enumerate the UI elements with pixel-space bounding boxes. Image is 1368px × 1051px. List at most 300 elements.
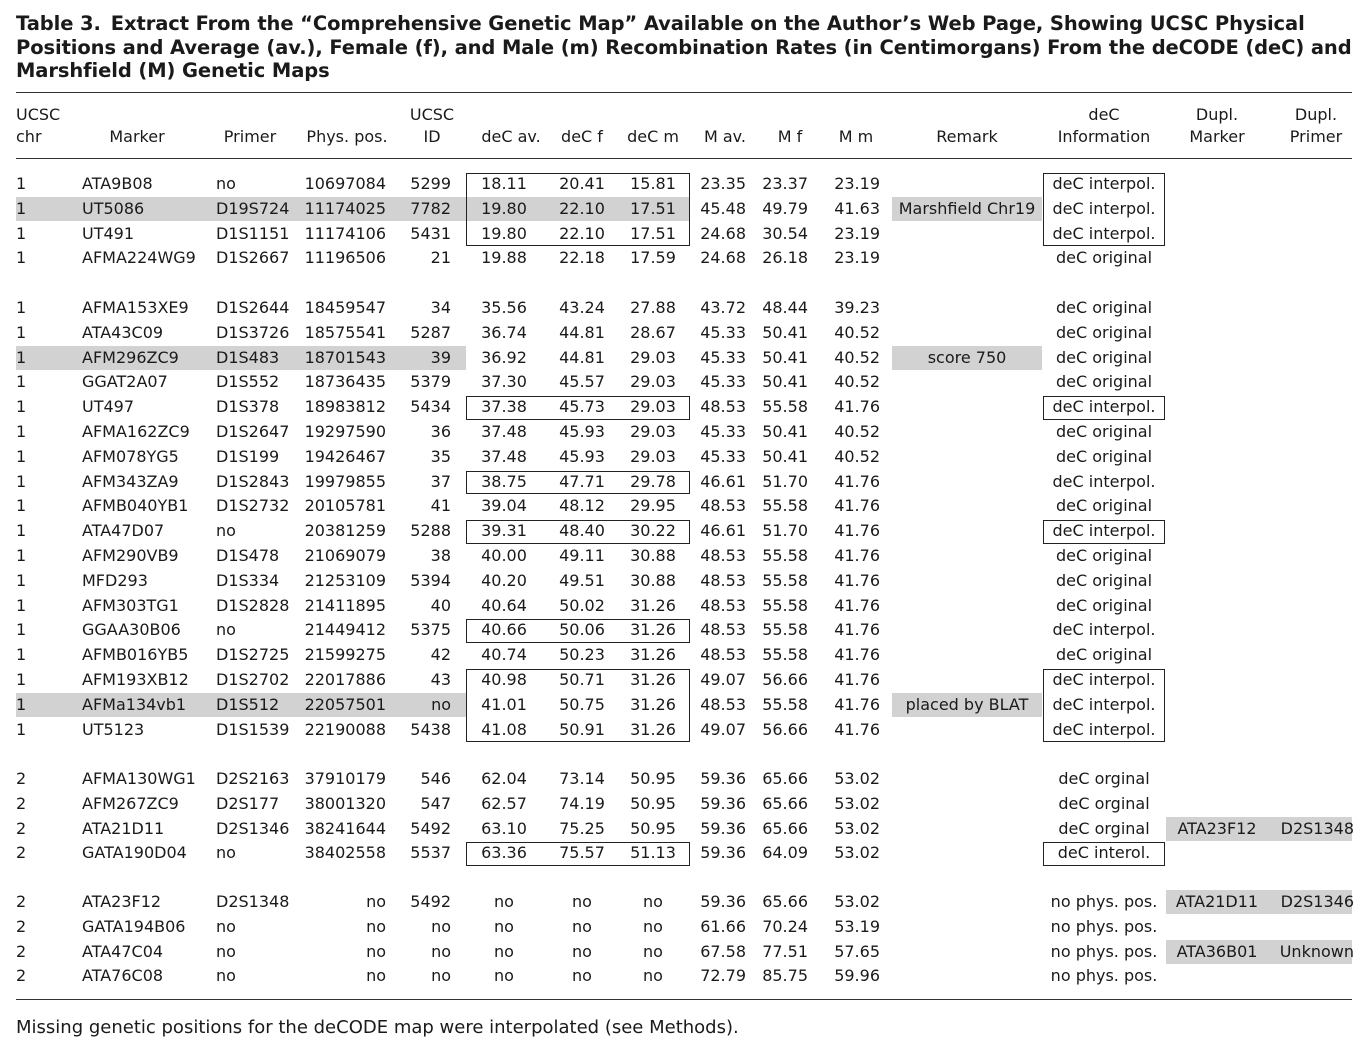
- top-rule: [16, 92, 1352, 93]
- cell-remark: [892, 544, 1042, 568]
- cell-dprim: D2S1348: [1280, 818, 1354, 838]
- cell-remark: [892, 296, 1042, 320]
- cell-info: deC interpol.: [1052, 397, 1156, 417]
- cell-mav: 45.33: [700, 446, 746, 466]
- header-dupl-marker-line2: Marker: [1189, 127, 1245, 146]
- cell-phys: 18575541: [304, 322, 386, 342]
- cell-id: 5379: [410, 372, 451, 392]
- cell-id: 40: [430, 595, 451, 615]
- cell-chr: 1: [16, 719, 27, 739]
- cell-decf: no: [572, 916, 592, 936]
- cell-mav: 43.72: [700, 298, 746, 317]
- cell-decav: 40.66: [481, 620, 527, 640]
- cell-decav: 38.75: [481, 471, 527, 491]
- cell-decav: 62.57: [481, 793, 527, 813]
- cell-decm: 30.88: [630, 546, 676, 565]
- table-row: [0, 569, 1368, 593]
- header-chr-line1: UCSC: [16, 105, 61, 124]
- cell-dmark: [1166, 445, 1268, 469]
- cell-decav: 40.74: [481, 645, 527, 665]
- cell-marker: UT497: [82, 397, 135, 417]
- cell-mm: 53.19: [834, 916, 880, 936]
- cell-decf: 45.73: [559, 397, 605, 417]
- cell-mm: 53.02: [834, 843, 880, 863]
- cell-mm: 41.63: [834, 198, 880, 218]
- cell-id: 38: [430, 546, 451, 565]
- cell-mf: 55.58: [762, 620, 808, 640]
- cell-marker: AFM078YG5: [82, 446, 179, 466]
- cell-decf: 50.71: [559, 670, 605, 689]
- table-label: Table 3.: [16, 12, 101, 35]
- cell-decf: 44.81: [559, 322, 605, 342]
- cell-decav: 19.88: [481, 248, 527, 268]
- cell-marker: AFMB016YB5: [82, 645, 189, 665]
- cell-mav: 48.53: [700, 620, 746, 640]
- header-info-line2: Information: [1057, 127, 1151, 146]
- cell-remark: Marshfield Chr19: [898, 198, 1036, 218]
- cell-chr: 1: [16, 198, 27, 218]
- cell-remark: [892, 890, 1042, 914]
- cell-mm: 41.76: [834, 471, 880, 491]
- header-info-line1: deC: [1088, 105, 1120, 124]
- cell-decf: 48.40: [559, 521, 605, 541]
- cell-mav: 24.68: [700, 223, 746, 243]
- cell-phys: 20105781: [304, 496, 386, 516]
- cell-mf: 65.66: [762, 818, 808, 838]
- cell-decm: 31.26: [630, 719, 676, 739]
- cell-info: deC original: [1055, 645, 1153, 665]
- cell-dmark: [1166, 172, 1268, 196]
- cell-primer: D2S2163: [216, 769, 290, 788]
- cell-dmark: [1166, 544, 1268, 568]
- cell-mf: 55.58: [762, 645, 808, 665]
- cell-decf: 73.14: [559, 769, 605, 788]
- cell-remark: [892, 643, 1042, 667]
- cell-info: no phys. pos.: [1050, 916, 1158, 936]
- cell-mav: 49.07: [700, 670, 746, 689]
- cell-marker: ATA47D07: [82, 521, 165, 541]
- cell-phys: 10697084: [304, 174, 386, 193]
- cell-mm: 41.76: [834, 397, 880, 417]
- cell-dmark: [1166, 197, 1268, 221]
- header-remark: Remark: [936, 127, 998, 146]
- cell-chr: 1: [16, 174, 27, 193]
- cell-mm: 40.52: [834, 372, 880, 392]
- cell-info: deC original: [1055, 422, 1153, 441]
- cell-remark: [892, 494, 1042, 518]
- cell-decm: no: [643, 941, 663, 961]
- cell-dmark: [1166, 618, 1268, 642]
- cell-info: deC original: [1055, 372, 1153, 392]
- cell-remark: [892, 519, 1042, 543]
- cell-chr: 1: [16, 521, 27, 541]
- cell-primer: D1S378: [216, 397, 280, 417]
- cell-marker: MFD293: [82, 570, 148, 590]
- cell-decf: no: [572, 966, 592, 986]
- cell-dprim: Unknown: [1279, 941, 1354, 961]
- cell-chr: 1: [16, 422, 27, 441]
- table-row: [0, 964, 1368, 988]
- cell-primer: D1S2647: [216, 422, 290, 441]
- table-row: [0, 296, 1368, 320]
- table-row: [0, 915, 1368, 939]
- cell-mav: 45.33: [700, 422, 746, 441]
- cell-mm: 39.23: [834, 298, 880, 317]
- cell-decm: 30.88: [630, 570, 676, 590]
- cell-mm: 41.76: [834, 496, 880, 516]
- cell-decf: 22.10: [559, 223, 605, 243]
- cell-decm: 29.03: [630, 347, 676, 367]
- cell-decm: 29.03: [630, 422, 676, 441]
- header-decm: deC m: [627, 127, 679, 146]
- cell-decav: 37.38: [481, 397, 527, 417]
- cell-id: 39: [430, 347, 451, 367]
- cell-mm: 23.19: [834, 223, 880, 243]
- cell-decav: 63.10: [481, 818, 527, 838]
- cell-id: 5434: [410, 397, 451, 417]
- cell-primer: D2S1348: [216, 892, 290, 911]
- cell-chr: 1: [16, 546, 27, 565]
- cell-mf: 50.41: [762, 372, 808, 392]
- table-caption: [16, 12, 1356, 83]
- cell-decm: 17.51: [630, 223, 676, 243]
- cell-chr: 2: [16, 769, 27, 788]
- cell-primer: no: [216, 941, 236, 961]
- header-decav: deC av.: [481, 127, 541, 146]
- table-row: [0, 890, 1368, 914]
- cell-remark: [892, 222, 1042, 246]
- cell-id: no: [431, 966, 451, 986]
- cell-remark: [892, 841, 1042, 865]
- cell-phys: 11174106: [304, 223, 386, 243]
- cell-dmark: [1166, 370, 1268, 394]
- cell-decav: 35.56: [481, 298, 527, 317]
- cell-marker: AFM343ZA9: [82, 471, 179, 491]
- cell-chr: 1: [16, 397, 27, 417]
- cell-decf: 45.57: [559, 372, 605, 392]
- table-footnote: Missing genetic positions for the deCODE map were interpolated (see Methods).: [16, 1017, 739, 1038]
- cell-phys: 21253109: [304, 570, 386, 590]
- table-row: [0, 718, 1368, 742]
- cell-info: deC original: [1055, 595, 1153, 615]
- cell-mav: 59.36: [700, 892, 746, 911]
- cell-phys: 11174025: [304, 198, 386, 218]
- cell-mf: 56.66: [762, 670, 808, 689]
- cell-mf: 70.24: [762, 916, 808, 936]
- cell-phys: no: [366, 892, 386, 911]
- cell-dmark: [1166, 594, 1268, 618]
- cell-id: 34: [430, 298, 451, 317]
- cell-phys: 19979855: [304, 471, 386, 491]
- cell-remark: [892, 172, 1042, 196]
- cell-mm: 41.76: [834, 595, 880, 615]
- cell-chr: 2: [16, 793, 27, 813]
- cell-id: 36: [430, 422, 451, 441]
- cell-mm: 53.02: [834, 892, 880, 911]
- cell-info: deC interpol.: [1052, 670, 1156, 689]
- cell-info: deC interpol.: [1052, 620, 1156, 640]
- cell-id: 5492: [410, 892, 451, 911]
- cell-chr: 2: [16, 941, 27, 961]
- table-row: [0, 519, 1368, 543]
- table-row: [0, 693, 1368, 717]
- cell-mav: 67.58: [700, 941, 746, 961]
- cell-mf: 55.58: [762, 595, 808, 615]
- cell-dprim: [1270, 197, 1354, 221]
- cell-info: deC original: [1055, 298, 1153, 317]
- cell-primer: D1S199: [216, 446, 280, 466]
- cell-decf: 75.25: [559, 818, 605, 838]
- cell-id: 547: [420, 793, 451, 813]
- cell-decm: 29.78: [630, 471, 676, 491]
- cell-primer: D1S2828: [216, 595, 290, 615]
- cell-decm: no: [643, 916, 663, 936]
- header-id-line1: UCSC: [409, 105, 455, 124]
- cell-remark: [892, 668, 1042, 692]
- cell-primer: D1S2843: [216, 471, 290, 491]
- cell-marker: GATA190D04: [82, 843, 187, 863]
- cell-decm: 31.26: [630, 620, 676, 640]
- table-row: [0, 346, 1368, 370]
- cell-id: 5375: [410, 620, 451, 640]
- cell-decav: no: [494, 916, 514, 936]
- cell-primer: D1S334: [216, 570, 280, 590]
- cell-mf: 51.70: [762, 471, 808, 491]
- cell-dmark: [1166, 643, 1268, 667]
- cell-dmark: ATA23F12: [1177, 818, 1257, 838]
- header-id: [402, 104, 462, 148]
- cell-decm: 31.26: [630, 670, 676, 689]
- cell-remark: [892, 915, 1042, 939]
- cell-remark: [892, 792, 1042, 816]
- cell-info: no phys. pos.: [1050, 892, 1158, 911]
- cell-marker: AFM303TG1: [82, 595, 179, 615]
- cell-info: deC orginal: [1058, 818, 1150, 838]
- cell-chr: 1: [16, 620, 27, 640]
- cell-decf: 50.02: [559, 595, 605, 615]
- table-row: [0, 222, 1368, 246]
- table-row: [0, 767, 1368, 791]
- table-row: [0, 172, 1368, 196]
- cell-decav: 19.80: [481, 223, 527, 243]
- cell-primer: D1S483: [216, 347, 280, 367]
- cell-info: deC original: [1055, 446, 1153, 466]
- cell-phys: 38001320: [304, 793, 386, 813]
- cell-chr: 2: [16, 818, 27, 838]
- cell-id: 5299: [410, 174, 451, 193]
- cell-mf: 77.51: [762, 941, 808, 961]
- cell-remark: [892, 246, 1042, 270]
- cell-mm: 41.76: [834, 694, 880, 714]
- cell-dmark: [1166, 569, 1268, 593]
- cell-decav: 37.48: [481, 446, 527, 466]
- cell-dprim: [1270, 915, 1354, 939]
- cell-marker: AFM267ZC9: [82, 793, 179, 813]
- table-row: [0, 643, 1368, 667]
- cell-marker: AFM290VB9: [82, 546, 179, 565]
- cell-decav: 36.92: [481, 347, 527, 367]
- cell-mm: 23.19: [834, 248, 880, 268]
- cell-decm: no: [643, 892, 663, 911]
- cell-decm: 31.26: [630, 694, 676, 714]
- cell-mf: 50.41: [762, 446, 808, 466]
- header-info: [1044, 104, 1164, 148]
- cell-decf: 50.06: [559, 620, 605, 640]
- cell-mav: 23.35: [700, 174, 746, 193]
- cell-dmark: [1166, 693, 1268, 717]
- cell-chr: 2: [16, 916, 27, 936]
- header-dupl-primer-line1: Dupl.: [1294, 105, 1338, 124]
- cell-dmark: [1166, 668, 1268, 692]
- cell-remark: [892, 594, 1042, 618]
- cell-mm: 41.76: [834, 670, 880, 689]
- cell-decm: 27.88: [630, 298, 676, 317]
- cell-info: deC original: [1055, 347, 1153, 367]
- header-dupl-marker-line1: Dupl.: [1195, 105, 1239, 124]
- cell-decav: 18.11: [481, 174, 527, 193]
- cell-decav: no: [494, 966, 514, 986]
- cell-remark: [892, 618, 1042, 642]
- cell-mf: 55.58: [762, 694, 808, 714]
- header-mf: M f: [777, 127, 803, 146]
- cell-dprim: [1270, 172, 1354, 196]
- cell-marker: GGAT2A07: [82, 372, 168, 392]
- cell-decav: 62.04: [481, 769, 527, 788]
- table-title: Extract From the “Comprehensive Genetic Map” Available on the Author’s Web Page, Showing UCSC Physical Positions and Average (av.), Female (f), and Male (m) Recombination Rates (in Centimorgans) From the deCODE (deC) and Marshfield (M) Genetic Maps: [16, 12, 1352, 82]
- cell-mm: 41.76: [834, 719, 880, 739]
- table-row: [0, 618, 1368, 642]
- cell-decf: 50.91: [559, 719, 605, 739]
- table-row: [0, 668, 1368, 692]
- cell-marker: AFMA162ZC9: [82, 422, 190, 441]
- cell-remark: [892, 817, 1042, 841]
- cell-remark: [892, 420, 1042, 444]
- cell-primer: D1S2732: [216, 496, 290, 516]
- table-row: [0, 470, 1368, 494]
- cell-dmark: [1166, 222, 1268, 246]
- cell-mav: 45.33: [700, 347, 746, 367]
- cell-decf: 20.41: [559, 174, 605, 193]
- cell-remark: [892, 470, 1042, 494]
- cell-decf: no: [572, 941, 592, 961]
- cell-mav: 46.61: [700, 471, 746, 491]
- cell-chr: 1: [16, 372, 27, 392]
- cell-primer: D2S1346: [216, 818, 290, 838]
- cell-chr: 1: [16, 694, 27, 714]
- cell-dprim: [1270, 321, 1354, 345]
- cell-chr: 1: [16, 471, 27, 491]
- cell-dmark: [1166, 321, 1268, 345]
- cell-phys: 21449412: [304, 620, 386, 640]
- bottom-rule: [16, 999, 1352, 1000]
- header-dupl-primer: [1276, 104, 1356, 148]
- header-chr: [16, 104, 76, 148]
- cell-decf: 50.23: [559, 645, 605, 665]
- cell-dprim: [1270, 370, 1354, 394]
- cell-dprim: [1270, 718, 1354, 742]
- cell-decav: 39.04: [481, 496, 527, 516]
- cell-mf: 50.41: [762, 347, 808, 367]
- cell-mav: 45.48: [700, 198, 746, 218]
- cell-mav: 48.53: [700, 397, 746, 417]
- cell-decav: 37.48: [481, 422, 527, 441]
- cell-decav: 40.20: [481, 570, 527, 590]
- cell-chr: 1: [16, 645, 27, 665]
- cell-chr: 2: [16, 892, 27, 911]
- cell-mm: 41.76: [834, 521, 880, 541]
- cell-decm: 29.03: [630, 446, 676, 466]
- header-chr-line2: chr: [16, 127, 42, 146]
- cell-mf: 26.18: [762, 248, 808, 268]
- cell-mf: 56.66: [762, 719, 808, 739]
- cell-primer: no: [216, 620, 236, 640]
- cell-info: deC interpol.: [1052, 174, 1156, 193]
- cell-marker: ATA21D11: [82, 818, 165, 838]
- cell-decm: 29.03: [630, 372, 676, 392]
- cell-dmark: [1166, 395, 1268, 419]
- header-phys: Phys. pos.: [306, 127, 388, 146]
- cell-phys: 18701543: [304, 347, 386, 367]
- cell-info: deC original: [1055, 570, 1153, 590]
- cell-mav: 45.33: [700, 322, 746, 342]
- cell-dmark: [1166, 519, 1268, 543]
- cell-phys: no: [366, 941, 386, 961]
- cell-decav: 63.36: [481, 843, 527, 863]
- cell-mm: 41.76: [834, 570, 880, 590]
- cell-dprim: [1270, 841, 1354, 865]
- cell-mav: 48.53: [700, 496, 746, 516]
- table-row: [0, 817, 1368, 841]
- cell-chr: 1: [16, 223, 27, 243]
- cell-phys: 22190088: [304, 719, 386, 739]
- cell-remark: [892, 718, 1042, 742]
- cell-id: 5288: [410, 521, 451, 541]
- cell-info: deC interpol.: [1052, 198, 1156, 218]
- cell-mm: 40.52: [834, 422, 880, 441]
- table-row: [0, 544, 1368, 568]
- cell-decm: 29.95: [630, 496, 676, 516]
- cell-dmark: [1166, 494, 1268, 518]
- cell-info: no phys. pos.: [1050, 941, 1158, 961]
- header-dupl-marker: [1168, 104, 1266, 148]
- cell-decf: 45.93: [559, 422, 605, 441]
- cell-id: 5492: [410, 818, 451, 838]
- cell-mf: 65.66: [762, 793, 808, 813]
- cell-mm: 40.52: [834, 322, 880, 342]
- header-marker: Marker: [109, 127, 165, 146]
- cell-phys: 19426467: [304, 446, 386, 466]
- cell-remark: score 750: [927, 347, 1007, 367]
- cell-decf: 74.19: [559, 793, 605, 813]
- cell-mav: 46.61: [700, 521, 746, 541]
- header-mm: M m: [838, 127, 874, 146]
- cell-mav: 45.33: [700, 372, 746, 392]
- cell-decf: 45.93: [559, 446, 605, 466]
- cell-mm: 53.02: [834, 793, 880, 813]
- cell-id: 546: [420, 769, 451, 788]
- cell-id: no: [431, 916, 451, 936]
- cell-decav: 37.30: [481, 372, 527, 392]
- cell-id: 21: [430, 248, 451, 268]
- cell-mf: 85.75: [762, 966, 808, 986]
- cell-decf: 50.75: [559, 694, 605, 714]
- cell-remark: [892, 940, 1042, 964]
- cell-mm: 41.76: [834, 645, 880, 665]
- cell-decm: 50.95: [630, 818, 676, 838]
- cell-decm: 17.59: [630, 248, 676, 268]
- cell-primer: D19S724: [216, 198, 290, 218]
- cell-remark: [892, 445, 1042, 469]
